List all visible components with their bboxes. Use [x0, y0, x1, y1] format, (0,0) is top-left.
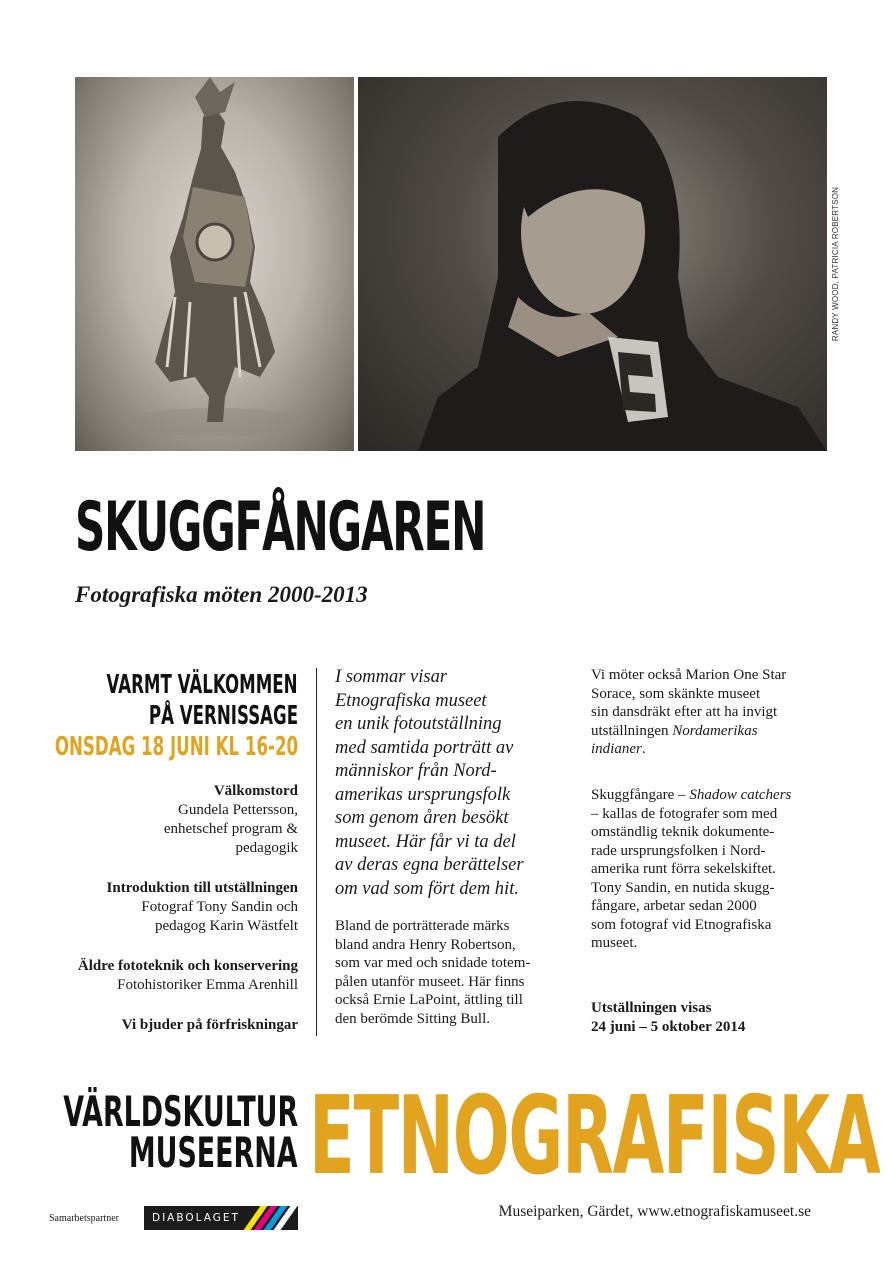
program-item-welcome [38, 782, 298, 858]
body-paragraph-shadow-catchers [591, 786, 841, 953]
program-heading: Vi bjuder på förfriskningar [121, 1017, 298, 1033]
body-line: Vi möter också Marion One Star [591, 667, 787, 683]
dates-label: Utställningen visas [591, 1000, 712, 1016]
body-line: fångare, arbetar sedan 2000 [591, 898, 757, 914]
program-line: pedagog Karin Wästfelt [154, 918, 298, 934]
partner-name: DIABOLAGET [152, 1212, 240, 1224]
body-line: Tony Sandin, en nutida skugg- [591, 879, 775, 896]
lead-line: människor från Nord- [335, 761, 497, 781]
lead-line: I sommar visar [335, 667, 448, 687]
column-divider [316, 668, 317, 1036]
body-line: sin dansdräkt efter att ha invigt [591, 704, 778, 720]
body-text: utställningen [591, 722, 673, 739]
partner-logo [144, 1206, 298, 1230]
body-paragraph-portraits [335, 917, 575, 1028]
body-italic: Shadow catchers [689, 787, 792, 803]
body-line [591, 786, 841, 805]
program-line: Gundela Pettersson, [178, 802, 298, 818]
body-text: . [641, 741, 646, 757]
program-item-intro [38, 879, 298, 936]
lead-line: Etnografiska museet [335, 690, 487, 711]
body-paragraph-marion [591, 666, 841, 759]
body-line: bland andra Henry Robertson, [335, 936, 516, 953]
program-heading: Introduktion till utställningen [106, 880, 298, 896]
lead-line: museet. Här får vi ta del [335, 831, 516, 852]
exhibition-subtitle: Fotografiska möten 2000-2013 [75, 582, 368, 607]
program-heading: Välkomstord [213, 783, 298, 799]
lead-line: som genom åren besökt [335, 808, 509, 828]
dates-range: 24 juni – 5 oktober 2014 [591, 1018, 746, 1035]
program-line: enhetschef program & [163, 821, 298, 837]
body-line: museet. [591, 935, 638, 951]
logo-varldskultur-line1: VÄRLDSKULTUR [62, 1087, 298, 1136]
body-line: – kallas de fotografer som med [591, 805, 778, 822]
photo-dancer [75, 77, 354, 451]
exhibition-title: SKUGGFÅNGAREN [75, 488, 486, 567]
logo-etnografiska: ETNOGRAFISKA [309, 1074, 880, 1199]
body-text: Skuggfångare – [591, 787, 690, 803]
body-line: som var med och snidade totem- [335, 955, 531, 971]
body-line: omständlig teknik dokumente- [591, 824, 775, 840]
body-line [591, 740, 841, 759]
body-line: rade ursprungsfolken i Nord- [591, 842, 766, 859]
body-line: den berömde Sitting Bull. [335, 1010, 490, 1027]
portrait-silhouette-icon [358, 77, 827, 451]
body-line [591, 722, 841, 741]
museum-address: Museiparken, Gärdet, www.etnografiskamuseet.se [498, 1203, 811, 1220]
lead-line: med samtida porträtt av [335, 737, 514, 758]
vernissage-welcome: VARMT VÄLKOMMEN [106, 670, 298, 700]
vernissage-date: ONSDAG 18 JUNI KL 16-20 [54, 732, 298, 762]
vernissage-label: PÅ VERNISSAGE [148, 701, 298, 731]
body-italic: indianer [591, 741, 642, 757]
lead-line: amerikas ursprungsfolk [335, 784, 511, 805]
program-heading: Äldre fototeknik och konservering [77, 958, 298, 974]
lead-line: om vad som fört dem hit. [335, 878, 519, 899]
logo-varldskultur-line2: MUSEERNA [129, 1128, 298, 1177]
exhibition-dates [591, 999, 841, 1036]
lead-line: av deras egna berättelser [335, 855, 524, 875]
program-item-refreshments [38, 1016, 298, 1035]
body-line: som fotograf vid Etnografiska [591, 916, 772, 933]
photo-portrait [358, 77, 827, 451]
program-item-conservation [38, 957, 298, 995]
body-italic: Nordamerikas [672, 722, 758, 739]
photo-credit: RANDY WOOD, PATRICIA ROBERTSON [831, 186, 840, 342]
body-line: pålen utanför museet. Här finns [335, 973, 525, 990]
dancer-silhouette-icon [75, 77, 354, 451]
body-line: också Ernie LaPoint, ättling till [335, 992, 523, 1008]
program-line: Fotohistoriker Emma Arenhill [117, 977, 298, 993]
body-line: Bland de porträtterade märks [335, 918, 510, 934]
lead-paragraph [335, 666, 575, 901]
lead-line: en unik fotoutställning [335, 714, 502, 734]
program-line: pedagogik [235, 840, 298, 856]
partner-label: Samarbetspartner [49, 1213, 119, 1224]
body-line: amerika runt förra sekelskiftet. [591, 861, 776, 877]
body-line: Sorace, som skänkte museet [591, 685, 761, 702]
program-line: Fotograf Tony Sandin och [141, 899, 298, 915]
